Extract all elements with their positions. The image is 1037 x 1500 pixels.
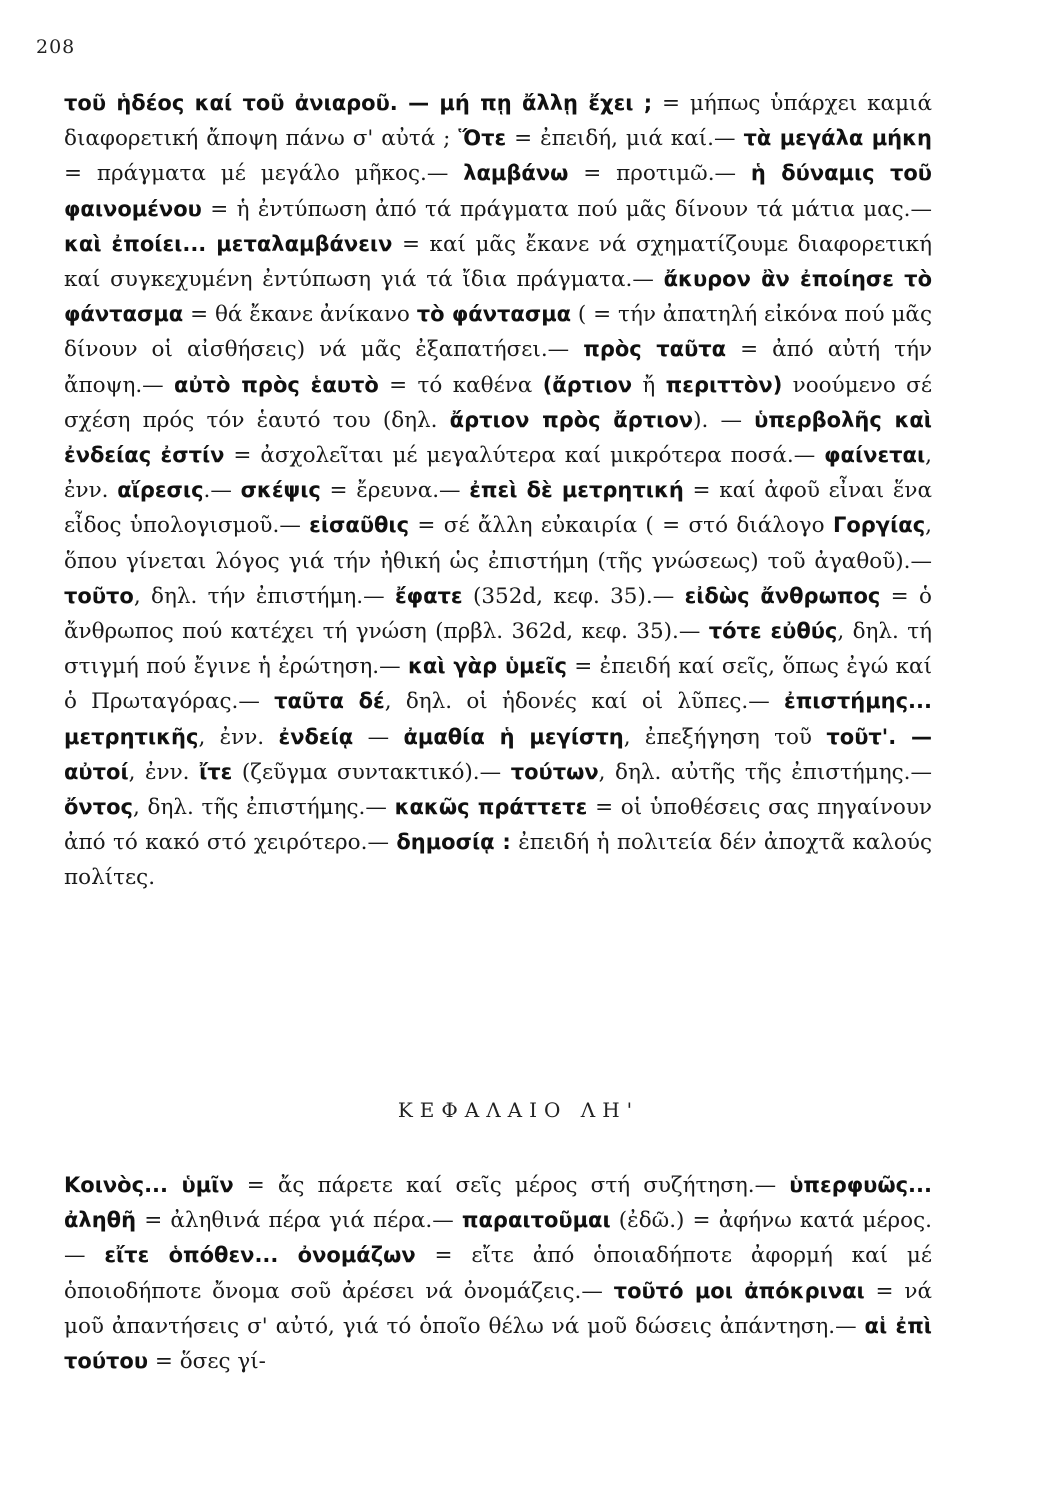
- lemma: ἡ δύναμις τοῦ φαινομένου: [64, 161, 932, 221]
- lemma: σκέψις: [240, 478, 321, 503]
- gloss: , δηλ. τή στιγμή πού ἔγινε ἡ ἐρώτηση.—: [64, 619, 932, 680]
- gloss: = οἱ ὑποθέσεις σας πηγαίνουν ἀπό τό κακό στό χειρότερο.—: [64, 795, 932, 856]
- lemma: τοῦτό μοι ἀπόκριναι: [613, 1278, 865, 1303]
- lemma: ὑπερφυῶς... ἀληθῆ: [64, 1173, 932, 1233]
- page-number: 208: [36, 36, 76, 58]
- lemma: καὶ γὰρ ὑμεῖς: [407, 654, 567, 679]
- gloss: , ἐπεξήγηση τοῦ: [623, 724, 827, 750]
- lemma: αἱ ἐπὶ τούτου: [64, 1313, 932, 1374]
- gloss: , δηλ. οἱ ἡδονές καί οἱ λῦπες.—: [384, 689, 784, 715]
- gloss: = ἔρευνα.—: [320, 478, 470, 504]
- gloss: = ὁ ἄνθρωπος πού κατέχει τή γνώση (πρβλ. 362d, κεφ. 35).—: [64, 583, 932, 645]
- lemma: λαμβάνω: [463, 161, 569, 186]
- gloss: , δηλ. τῆς ἐπιστήμης.—: [133, 795, 395, 821]
- commentary-text: [64, 86, 932, 896]
- lemma: ὑπερβολῆς καὶ ἐνδείας ἐστίν: [64, 407, 932, 468]
- gloss: , ἐνν.: [64, 443, 932, 504]
- gloss: ). —: [693, 407, 755, 433]
- gloss: ἤ: [632, 372, 666, 398]
- gloss: = μήπως ὑπάρχει καμιά διαφορετική ἄποψη πάνω σ' αὐτά ;: [64, 91, 932, 152]
- gloss: = ἡ ἐντύπωση ἀπό τά πράγματα πού μᾶς δίνουν τά μάτια μας.—: [201, 196, 932, 222]
- lemma: Γοργίας: [832, 513, 926, 538]
- lemma: καὶ ἐποίει... μεταλαμβάνειν: [64, 231, 393, 256]
- lemma: κακῶς πράττετε: [394, 795, 588, 820]
- lemma: ταῦτα δέ: [274, 689, 385, 714]
- lemma: ἄρτιον πρὸς ἄρτιον: [449, 407, 694, 432]
- lemma: τούτων: [510, 759, 599, 784]
- lemma: εἴτε ὁπόθεν... ὀνομάζων: [104, 1243, 416, 1268]
- gloss: = προτιμῶ.—: [568, 161, 751, 187]
- lemma: ἔφατε: [394, 583, 463, 608]
- gloss: = ἐπειδή καί σεῖς, ὅπως ἐγώ καί ὁ Πρωταγόρας.—: [64, 654, 932, 715]
- lemma: ἐπιστήμης... μετρητικῆς: [64, 689, 932, 749]
- gloss: νοούμενο σέ σχέση πρός τόν ἑαυτό του (δηλ.: [64, 372, 932, 433]
- lemma: τοῦ ἡδέος καί τοῦ ἀνιαροῦ. — μή πῃ ἄλλῃ ἔχει ;: [64, 91, 653, 115]
- gloss: = πράγματα μέ μεγάλο μῆκος.—: [64, 161, 464, 187]
- gloss: ἐπειδή ἡ πολιτεία δέν ἀποχτᾶ καλούς πολίτες.: [64, 830, 932, 891]
- lemma: ἀμαθία ἡ μεγίστη: [403, 724, 624, 749]
- lemma: τοῦτο: [64, 583, 134, 608]
- lemma: εἰδὼς ἄνθρωπος: [684, 583, 881, 608]
- commentary-text-chapter: [64, 1168, 932, 1379]
- gloss: , δηλ. τήν ἐπιστήμη.—: [133, 583, 395, 609]
- lemma: περιττὸν): [665, 372, 783, 397]
- gloss: , ὅπου γίνεται λόγος γιά τήν ἠθική ὡς ἐπιστήμη (τῆς γνώσεως) τοῦ ἀγαθοῦ).—: [64, 513, 932, 574]
- gloss: , ἐνν.: [198, 724, 279, 750]
- gloss: ( = τήν ἀπατηλή εἰκόνα πού μᾶς δίνουν οἱ αἰσθήσεις) νά μᾶς ἐξαπατήσει.—: [64, 302, 932, 363]
- lemma: τὰ μεγάλα μήκη: [743, 126, 932, 151]
- chapter-title: ΚΕΦΑΛΑΙΟ ΛΗ': [397, 1098, 640, 1122]
- lemma: αὐτὸ πρὸς ἑαυτὸ: [174, 372, 379, 397]
- gloss: —: [353, 724, 404, 750]
- gloss: = ἀσχολεῖται μέ μεγαλύτερα καί μικρότερα ποσά.—: [224, 443, 825, 469]
- lemma: ἐπεὶ δὲ μετρητική: [469, 478, 684, 503]
- gloss: , ἐνν.: [128, 759, 200, 785]
- gloss: = εἴτε ἀπό ὁποιαδήποτε ἀφορμή καί μέ ὁποιοδήποτε ὄνομα σοῦ ἀρέσει νά ὀνομάζεις.—: [64, 1243, 932, 1304]
- lemma: τοῦτ'. — αὐτοί: [64, 724, 933, 784]
- lemma: Ὅτε: [458, 126, 507, 151]
- lemma: Κοινὸς... ὑμῖν: [64, 1173, 234, 1197]
- gloss: = ὅσες γί-: [148, 1349, 266, 1375]
- lemma: φαίνεται: [824, 443, 926, 468]
- lemma: πρὸς ταῦτα: [583, 337, 727, 362]
- lemma: αἵρεσις: [117, 478, 204, 503]
- gloss: = νά μοῦ ἀπαντήσεις σ' αὐτό, γιά τό ὁποῖο θέλω νά μοῦ δώσεις ἀπάντηση.—: [64, 1278, 932, 1339]
- lemma: εἰσαῦθις: [309, 513, 410, 538]
- gloss: (352d, κεφ. 35).—: [462, 583, 685, 609]
- lemma: ἄκυρον ἂν ἐποίησε τὸ φάντασμα: [64, 267, 932, 327]
- gloss: = θά ἔκανε ἀνίκανο: [183, 302, 417, 328]
- gloss: .—: [203, 478, 241, 504]
- gloss: = ἀπό αὐτή τήν ἄποψη.—: [64, 337, 933, 398]
- lemma: ὄντος: [64, 795, 134, 820]
- gloss: = ἄς πάρετε καί σεῖς μέρος στή συζήτηση.—: [233, 1173, 790, 1198]
- gloss: = τό καθένα: [378, 372, 543, 398]
- gloss: , δηλ. αὐτῆς τῆς ἐπιστήμης.—: [598, 759, 932, 785]
- gloss: = καί μᾶς ἔκανε νά σχηματίζουμε διαφορετική καί συγκεχυμένη ἐντύπωση γιά τά ἴδια πράγματα.—: [64, 231, 932, 293]
- gloss: (ἐδῶ.) = ἀφήνω κατά μέρος.—: [64, 1208, 932, 1269]
- gloss: (ζεῦγμα συντακτικό).—: [232, 759, 511, 785]
- lemma: παραιτοῦμαι: [461, 1208, 611, 1233]
- gloss: = σέ ἄλλη εὐκαιρία ( = στό διάλογο: [409, 513, 833, 539]
- lemma: τότε εὐθύς: [708, 619, 838, 644]
- lemma: ἐνδείᾳ: [278, 724, 354, 749]
- gloss: = ἐπειδή, μιά καί.—: [506, 126, 744, 152]
- lemma: ἴτε: [199, 759, 233, 784]
- lemma: τὸ φάντασμα: [416, 302, 572, 327]
- lemma: (ἄρτιον: [542, 372, 633, 397]
- gloss: = ἀληθινά πέρα γιά πέρα.—: [136, 1208, 462, 1234]
- gloss: = καί ἀφοῦ εἶναι ἕνα εἶδος ὑπολογισμοῦ.—: [64, 478, 932, 539]
- lemma: δημοσίᾳ :: [396, 830, 511, 855]
